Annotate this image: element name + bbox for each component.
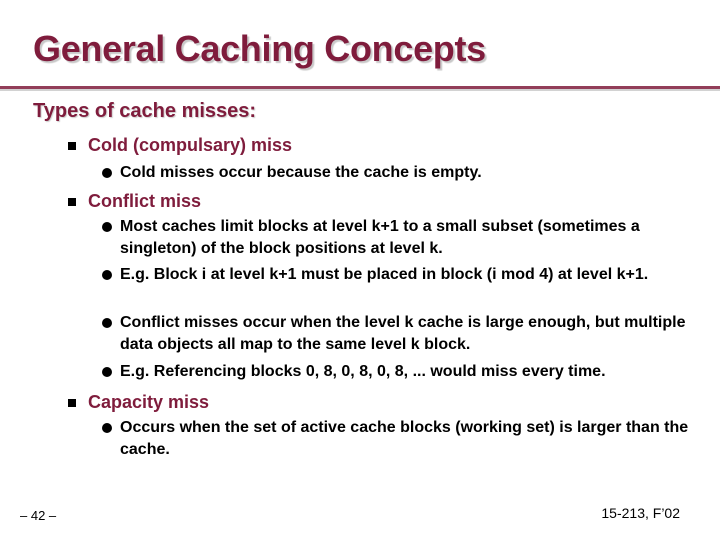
sub-bullet bbox=[102, 162, 702, 184]
square-bullet-icon bbox=[68, 198, 76, 206]
round-bullet-icon bbox=[102, 168, 112, 178]
slide-title: General Caching Concepts bbox=[33, 28, 486, 69]
round-bullet-icon bbox=[102, 423, 112, 433]
section-heading: Types of cache misses: bbox=[33, 100, 257, 122]
sub-bullet bbox=[102, 312, 702, 356]
square-bullet-icon bbox=[68, 399, 76, 407]
page-number: – 42 – bbox=[20, 508, 57, 523]
sub-bullet bbox=[102, 417, 702, 461]
round-bullet-icon bbox=[102, 367, 112, 377]
course-label: 15-213, F’02 bbox=[601, 505, 680, 521]
sub-bullet bbox=[102, 361, 702, 383]
bullet-label: Conflict miss bbox=[88, 191, 202, 211]
sub-bullet-text: Most caches limit blocks at level k+1 to a small subset (sometimes a singleton) of the block positions at level k. bbox=[120, 218, 640, 257]
sub-bullet bbox=[102, 216, 702, 260]
round-bullet-icon bbox=[102, 318, 112, 328]
sub-bullet bbox=[102, 264, 702, 286]
bullet-label: Capacity miss bbox=[88, 392, 210, 412]
title-divider-shadow bbox=[0, 89, 720, 91]
round-bullet-icon bbox=[102, 270, 112, 280]
bullet-label: Cold (compulsary) miss bbox=[88, 135, 293, 155]
sub-bullet-text: E.g. Referencing blocks 0, 8, 0, 8, 0, 8, ... would miss every time. bbox=[120, 363, 606, 380]
sub-bullet-text: Conflict misses occur when the level k cache is large enough, but multiple data objects all map to the same level k block. bbox=[120, 314, 686, 353]
sub-bullet-text: E.g. Block i at level k+1 must be placed in block (i mod 4) at level k+1. bbox=[120, 266, 649, 283]
round-bullet-icon bbox=[102, 222, 112, 232]
sub-bullet-text: Occurs when the set of active cache blocks (working set) is larger than the cache. bbox=[120, 419, 689, 458]
square-bullet-icon bbox=[68, 142, 76, 150]
sub-bullet-text: Cold misses occur because the cache is empty. bbox=[120, 164, 482, 181]
